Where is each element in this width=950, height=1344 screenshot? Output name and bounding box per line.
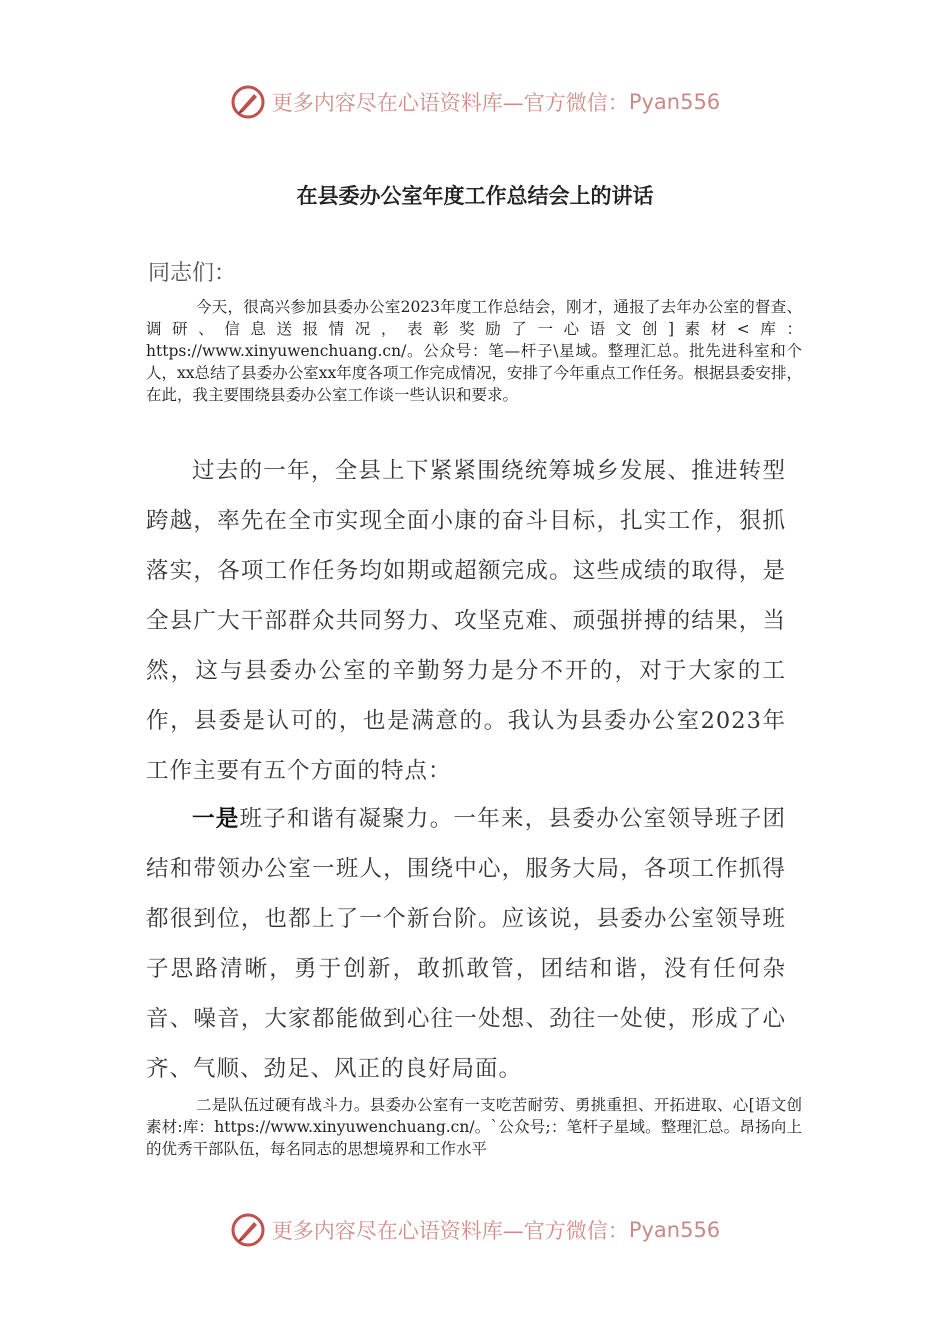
paragraph-intro: 今天，很高兴参加县委办公室2023年度工作总结会，刚才，通报了去年办公室的督查、调研、信息送报情况，表彰奖励了一心语文创]素材<库：https://www.xinyuwenchuang.cn/。公众号：笔—杆子\星域。整理汇总。批先进科室和个人，xx总结了县委办公室xx年度各项工作完成情况，安排了今年重点工作任务。根据县委安排，在此，我主要围绕县委办公室工作谈一些认识和要求。 (146, 298, 802, 404)
salutation: 同志们： (148, 261, 237, 286)
header-banner (0, 84, 950, 120)
banner-account: Pyan556 (628, 90, 721, 114)
banner-account: Pyan556 (628, 1218, 721, 1242)
document-title: 在县委办公室年度工作总结会上的讲话 (296, 184, 654, 208)
pen-logo-icon (230, 84, 266, 120)
banner-text: 更多内容尽在心语资料库—官方微信： (271, 1219, 629, 1243)
banner-text: 更多内容尽在心语资料库—官方微信： (271, 91, 629, 115)
paragraph-point-two: 二是队伍过硬有战斗力。县委办公室有一支吃苦耐劳、勇挑重担、开拓进取、心[语文创素材:库：https://www.xinyuwenchuang.cn/。`公众号;：笔杆子星域。整理汇总。昂扬向上的优秀干部队伍，每名同志的思想境界和工作水平 (146, 1096, 802, 1158)
point-one-lead: 一是 (192, 806, 240, 832)
pen-logo-icon (230, 1212, 266, 1248)
paragraph-point-one (146, 794, 786, 1094)
footer-banner (0, 1212, 950, 1248)
paragraph-review: 过去的一年，全县上下紧紧围绕统筹城乡发展、推进转型跨越，率先在全市实现全面小康的奋斗目标，扎实工作，狠抓落实，各项工作任务均如期或超额完成。这些成绩的取得，是全县广大干部群众共同努力、攻坚克难、顽强拼搏的结果，当然，这与县委办公室的辛勤努力是分不开的，对于大家的工作，县委是认可的，也是满意的。我认为县委办公室2023年工作主要有五个方面的特点： (146, 458, 786, 784)
point-one-text: 班子和谐有凝聚力。一年来，县委办公室领导班子团结和带领办公室一班人，围绕中心，服务大局，各项工作抓得都很到位，也都上了一个新台阶。应该说，县委办公室领导班子思路清晰，勇于创新，敢抓敢管，团结和谐，没有任何杂音、噪音，大家都能做到心往一处想、劲往一处使，形成了心齐、气顺、劲足、风正的良好局面。 (146, 806, 786, 1082)
